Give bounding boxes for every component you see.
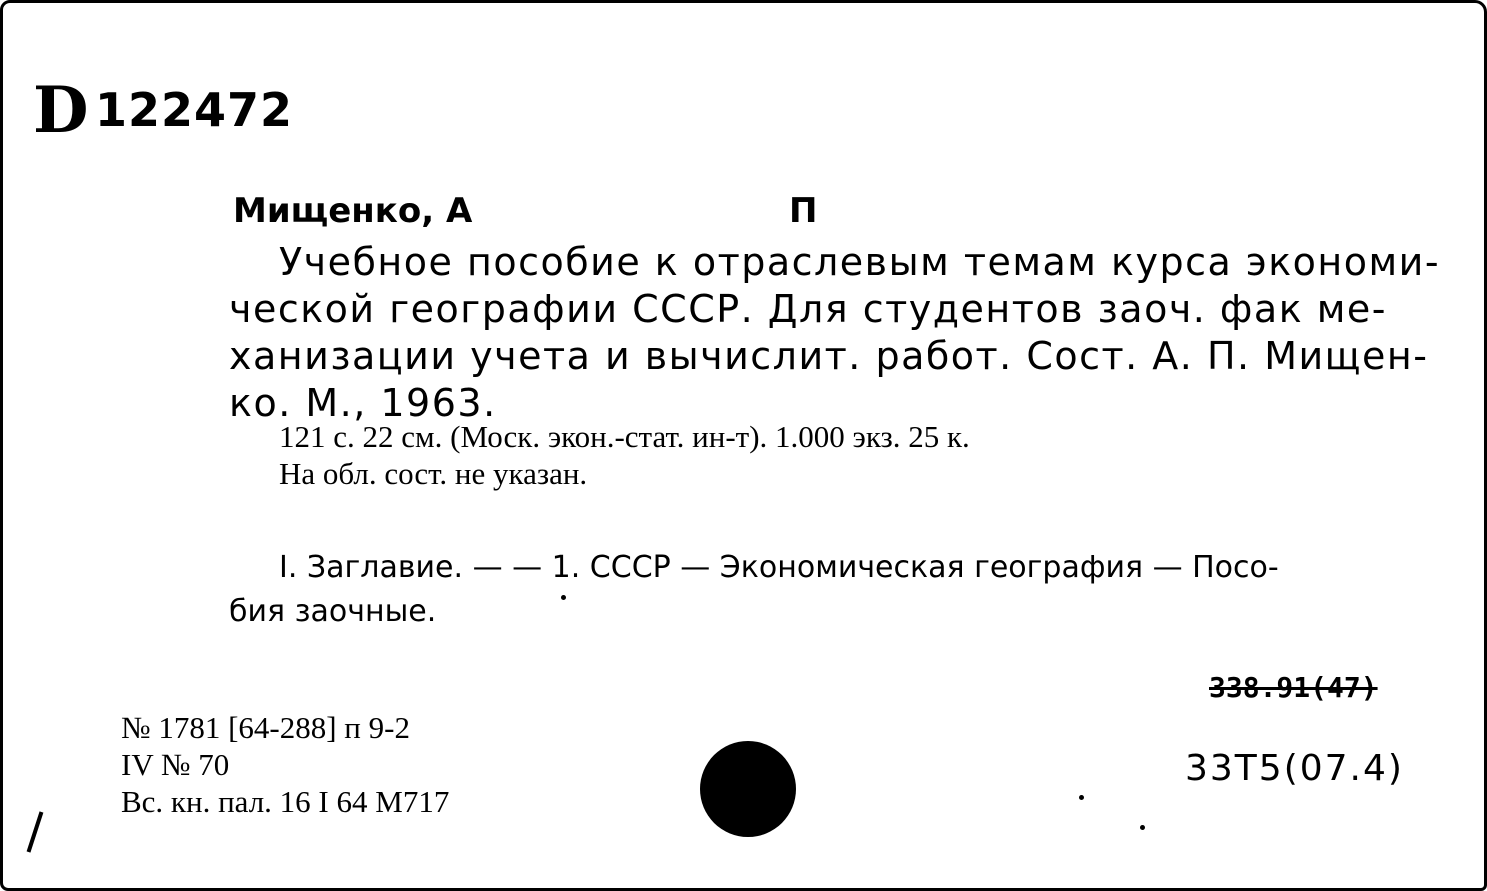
title-line: ко. М., 1963. (229, 381, 497, 425)
imprint-line: IV № 70 (121, 747, 230, 782)
old-classification: 338.91(47) (1209, 671, 1378, 704)
ink-speck (1079, 795, 1084, 800)
title-line: Учебное пособие к отраслевым темам курса экономи- (279, 240, 1441, 284)
ink-speck (561, 595, 566, 600)
catalog-letter: D (33, 73, 89, 148)
title-line: ческой географии СССР. Для студентов заоч. фак ме- (229, 287, 1387, 331)
imprint-line: Вс. кн. пал. 16 I 64 М717 (121, 784, 450, 819)
pencil-mark (27, 811, 44, 852)
title-line: ханизации учета и вычислит. работ. Сост. А. П. Мищен- (229, 334, 1429, 378)
catalog-number: 122472 (95, 83, 294, 137)
entry-marker: П (789, 191, 818, 231)
ink-speck (1140, 825, 1145, 830)
physical-description: 121 с. 22 см. (Моск. экон.-стат. ин-т). 1.000 экз. 25 к. (279, 419, 970, 454)
subject-line: I. Заглавие. — — 1. СССР — Экономическая география — Посо- (279, 550, 1279, 585)
new-classification: 33T5(07.4) (1185, 748, 1404, 789)
subject-line: бия заочные. (229, 594, 437, 629)
author-heading: Мищенко, А (233, 191, 473, 231)
subject-headings (229, 546, 1279, 634)
imprint-line: № 1781 [64-288] п 9-2 (121, 710, 410, 745)
compiler-note: На обл. сост. не указан. (279, 456, 588, 491)
title-description (229, 239, 1441, 427)
punch-hole (700, 741, 796, 837)
